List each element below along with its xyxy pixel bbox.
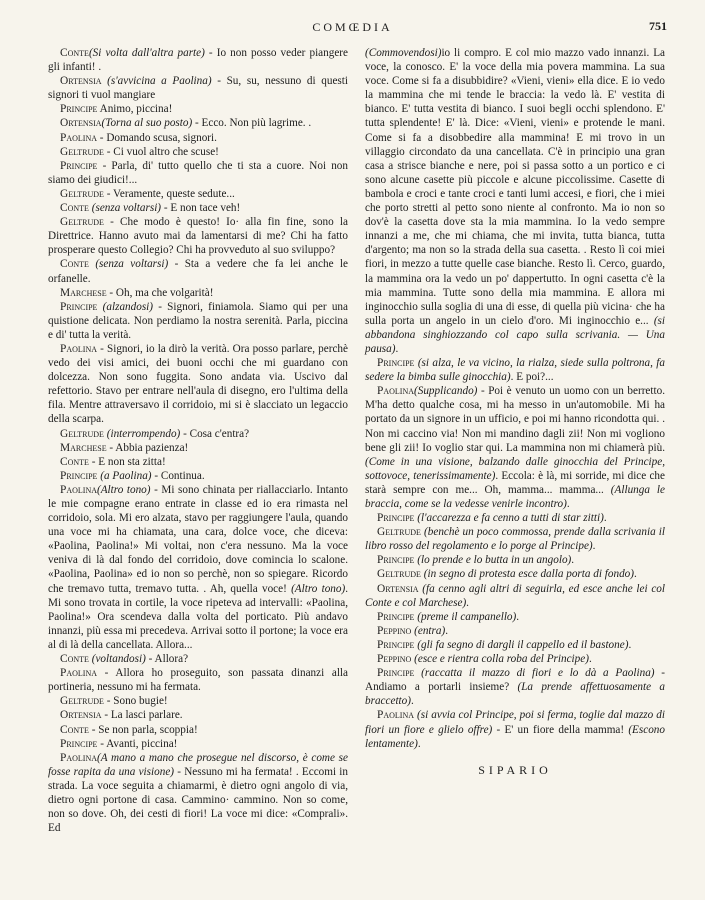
dialogue-text: - E' un fiore della mamma! xyxy=(492,723,629,736)
speaker-name: Paolina xyxy=(60,667,97,680)
speaker-name: Paolina xyxy=(60,342,97,355)
dialogue-text: . xyxy=(395,342,399,355)
speaker-name: Principe xyxy=(377,638,415,651)
speaker-name: Paolina xyxy=(60,483,97,496)
dialogue-text: . xyxy=(98,61,102,74)
dialogue-paragraph xyxy=(48,441,348,455)
dialogue-paragraph xyxy=(48,286,348,300)
speaker-name: Principe xyxy=(377,667,415,680)
stage-direction: (a Paolina) xyxy=(97,469,152,482)
speaker-name: Principe xyxy=(377,357,415,370)
speaker-name: Principe xyxy=(377,554,415,567)
dialogue-text: - Abbia pazienza! xyxy=(106,441,189,454)
dialogue-paragraph xyxy=(365,525,665,553)
page-number: 751 xyxy=(649,19,667,33)
dialogue-paragraph xyxy=(365,46,665,356)
speaker-name: Geltrude xyxy=(60,216,104,229)
stage-direction: (Come in una visione, balzando dalle ginocchia del Principe, sottovoce, tenerissimamente) xyxy=(365,455,665,482)
dialogue-paragraph xyxy=(48,723,348,737)
dialogue-text: - Che modo è questo! Io· alla fin fine, sono la Direttrice. Hanno avuto mai da lamentarsi di me? Chi ha fatto prosperare questo Collegio? Chi ha provveduto al suo sviluppo? xyxy=(48,216,348,257)
stage-direction: (interrompendo) xyxy=(103,427,181,440)
dialogue-text: - Sono bugie! xyxy=(103,695,168,708)
speaker-name: Geltrude xyxy=(60,187,104,200)
dialogue-text: - Su, su, nessuno di questi signori ti vuol mangiare xyxy=(48,75,348,102)
speaker-name: Peppino xyxy=(377,653,412,666)
speaker-name: Geltrude xyxy=(60,427,104,440)
dialogue-text: - Io non posso veder piangere gli infanti! xyxy=(48,47,348,74)
dialogue-text: - Parla, di' tutto quello che ti sta a cuore. Noi non siamo dei giudici!... xyxy=(48,159,348,186)
speaker-name: Paolina xyxy=(60,751,97,764)
speaker-name: Ortensia xyxy=(60,709,102,722)
dialogue-paragraph xyxy=(48,737,348,751)
dialogue-text: - Cosa c'entra? xyxy=(180,427,250,440)
speaker-name: Ortensia xyxy=(60,75,102,88)
stage-direction: (Torna al suo posto) xyxy=(101,117,193,130)
stage-direction: (s'avvicina a Paolina) xyxy=(101,75,212,88)
dialogue-paragraph xyxy=(48,102,348,116)
speaker-name: Peppino xyxy=(377,624,412,637)
stage-direction: (raccatta il mazzo di fiori e lo dà a Paolina) xyxy=(414,667,655,680)
dialogue-paragraph xyxy=(365,666,665,708)
dialogue-paragraph xyxy=(48,116,348,130)
speaker-name: Principe xyxy=(60,159,98,172)
speaker-name: Marchese xyxy=(60,441,107,454)
speaker-name: Geltrude xyxy=(377,526,421,539)
dialogue-paragraph xyxy=(365,708,665,750)
speaker-name: Conte xyxy=(60,258,89,271)
dialogue-text: . Ah, quella voce! xyxy=(203,582,292,595)
dialogue-text: . xyxy=(592,540,596,553)
dialogue-text: io li compro. E col mio mazzo vado innanzi. La voce, la conosco. E' la voce della mia povera mammina. La sua voce. Come si fa a disubbidire? «Vieni, vieni» ella dice. E io vedo la mammina che mi tende le braccia: la vedo là. E' vestita di bianco. E' tutta vestita di bianco. I suoi begli occhi splendono. E' tutta splendente! E' là. Dice: «Vieni, vieni» e protende le mani. Come si fa a disobbedire alla mammina! E mi trovo in un villaggio circondato da una cancellata. C'è in principio una gran casa a strisce bianche e nere, poi si passa sotto a un portico e ci sono alcune casette più piccole e alcune piccolissime. Casette di bambola e croci e tante croci e tanti lumi accesi, e fiori, che i miei che porto stretti al petto sono niente al confronto. Ma io non so dov'è la casetta dove sta la mia mammina. Io la vedo sempre innanzi a me, che mi chiama, che mi invita, tutta bianca, tutta d'argento; ma non so la strada della sua casetta. xyxy=(365,47,665,257)
dialogue-text: - Signori, io la dirò la verità. Ora posso parlare, perchè vedo dei visi amici, dei buoni occhi che mi guardano con dolcezza. Non sono fuggita. Sono andata via. Uscivo dal refettorio. Stavo per entrare nell'aula di disegno, ero l'ultima della fila. Mentre attraversavo il corridoio, mi si è slacciato un legaccio della scarpa. xyxy=(48,342,348,426)
dialogue-text: . Non mi caccino via! Non mi mandino dagli zii! Non mi vogliono bene gli zii! Io voglio star qui. La mammina non mi chiamerà più. xyxy=(365,413,665,454)
speaker-name: Marchese xyxy=(60,286,107,299)
stage-direction: (entra) xyxy=(411,624,446,637)
dialogue-text: . E poi?... xyxy=(510,371,554,384)
stage-direction: (Altro tono) xyxy=(97,483,151,496)
speaker-name: Principe xyxy=(377,512,415,525)
dialogue-text: - E non tace veh! xyxy=(161,202,241,215)
dialogue-paragraph xyxy=(365,567,665,581)
dialogue-paragraph xyxy=(365,582,665,610)
dialogue-text: . xyxy=(410,695,414,708)
dialogue-paragraph xyxy=(48,300,348,342)
speaker-name: Principe xyxy=(60,103,98,116)
dialogue-paragraph xyxy=(365,638,665,652)
dialogue-text: . Eccomi in strada. La voce seguita a chiamarmi, è dietro ogni angolo di via, dietro ogni portone di casa. Cammino· cammino. Non so come, non so dove. Oh, dei cesti di fiori! La voce mi dice: «Comprali». Ed xyxy=(48,765,348,835)
page-header xyxy=(0,18,705,38)
dialogue-text: - Allora ho proseguito, son passata dinanzi alla portineria, nessuno mi ha fermata. xyxy=(48,667,348,694)
dialogue-text: . xyxy=(566,498,570,510)
stage-direction: (alzandosi) xyxy=(97,300,154,313)
dialogue-paragraph xyxy=(365,624,665,638)
speaker-name: Principe xyxy=(60,737,98,750)
stage-direction: (senza voltarsi) xyxy=(88,258,169,271)
stage-direction: (benchè un poco commossa, prende dalla scrivania il libro rosso del regolamento e lo porge al Principe) xyxy=(365,526,665,553)
dialogue-text: - Mi sono chinata per riallacciarlo. Intanto le mie compagne erano entrate in classe ed io era rimasta nel corridoio, sola. Mi ero alzata, stavo per raggiungere l'aula, quando una voce mi ha chiamata, una cara, dolce voce, che diceva: «Paolina, Paolina!» Mi voltai, non c'era nessuno. Ma la voce veniva di là dal fondo del corridoio, dove comincia lo scalone. «Paolina, Paolina» ed io non so perchè, non so spiegare. Ricordo che tremavo tutta, tremavo tutta. xyxy=(48,483,348,595)
dialogue-text: . xyxy=(466,596,469,609)
dialogue-text: . Mi sono trovata in cortile, la voce ripeteva ad intervalli: «Paolina, Paolina!» Ora scendeva dalla volta del porticato. Più andavo innanzi, più essa mi precedeva. Arrivai sotto il portone; la voce era al di là della cancellata. Allora... xyxy=(48,582,349,651)
dialogue-paragraph xyxy=(48,666,348,694)
right-column xyxy=(365,46,665,789)
dialogue-paragraph xyxy=(365,553,665,567)
speaker-name: Conte xyxy=(60,455,89,468)
stage-direction: (Allunga le braccia, come se la vedesse venirle incontro) xyxy=(365,483,665,510)
dialogue-text: . xyxy=(417,737,421,750)
dialogue-paragraph xyxy=(48,145,348,159)
dialogue-paragraph xyxy=(48,257,348,285)
dialogue-text: . xyxy=(634,568,637,581)
dialogue-paragraph xyxy=(365,356,665,384)
stage-direction: (in segno di protesta esce dalla porta di fondo) xyxy=(420,568,634,581)
stage-direction: (A mano a mano che prosegue nel discorso, è come se fosse rapita da una visione) xyxy=(48,751,348,778)
speaker-name: Principe xyxy=(60,469,98,482)
dialogue-paragraph xyxy=(48,131,348,145)
dialogue-text: . Eccola: è là, mi sorride, mi dice che starà sempre con me... Oh, mamma... mamma... xyxy=(365,469,665,496)
dialogue-paragraph xyxy=(48,159,348,187)
speaker-name: Geltrude xyxy=(60,695,104,708)
stage-direction: (l'accarezza e fa cenno a tutti di star zitti) xyxy=(414,512,604,525)
dialogue-text: . xyxy=(516,610,520,623)
speaker-name: Conte xyxy=(60,47,89,59)
dialogue-text: . xyxy=(571,554,575,567)
dialogue-text: - Avanti, piccina! xyxy=(97,737,178,750)
stage-direction: (esce e rientra colla roba del Principe) xyxy=(411,653,589,666)
curtain-label: SIPARIO xyxy=(478,762,552,777)
speaker-name: Conte xyxy=(60,653,89,666)
dialogue-text: - Nessuno mi ha fermata! xyxy=(174,765,296,778)
stage-direction: (Si volta dall'altra parte) xyxy=(88,47,205,59)
speaker-name: Paolina xyxy=(60,131,97,144)
dialogue-text: - Ci vuol altro che scuse! xyxy=(103,145,219,158)
dialogue-paragraph xyxy=(48,708,348,722)
dialogue-text: - La lasci parlare. xyxy=(101,709,183,722)
dialogue-text: - Se non parla, scoppia! xyxy=(88,723,198,736)
dialogue-paragraph xyxy=(48,201,348,215)
speaker-name: Geltrude xyxy=(60,145,104,158)
stage-direction: (si abbandona singhiozzando col capo sulla scrivania. — Una pausa) xyxy=(365,314,665,355)
dialogue-text: . xyxy=(603,512,607,525)
dialogue-text: . xyxy=(445,624,449,637)
dialogue-paragraph xyxy=(48,46,348,74)
speaker-name: Paolina xyxy=(377,709,414,722)
stage-direction: (fa cenno agli altri di seguirla, ed esce anche lei col Conte e col Marchese) xyxy=(365,582,665,609)
stage-direction: (preme il campanello) xyxy=(414,610,517,623)
stage-direction: (Escono lentamente) xyxy=(365,723,665,750)
dialogue-paragraph xyxy=(365,384,665,511)
stage-direction: (gli fa segno di dargli il cappello ed il bastone) xyxy=(414,638,629,651)
dialogue-text: - Domando scusa, signori. xyxy=(97,131,217,144)
dialogue-text: - Sta a vedere che fa lei anche le orfanelle. xyxy=(48,258,348,285)
dialogue-paragraph xyxy=(365,610,665,624)
speaker-name: Ortensia xyxy=(60,117,102,130)
speaker-name: Paolina xyxy=(377,385,414,398)
dialogue-paragraph xyxy=(48,469,348,483)
dialogue-paragraph xyxy=(48,187,348,201)
dialogue-text: - Signori, finiamola. Siamo qui per una quistione delicata. Non perdiamo la nostra serenità. Parla, piccina e di' tutta la verità. xyxy=(48,300,348,341)
speaker-name: Conte xyxy=(60,202,89,215)
right-column-dialogue xyxy=(365,46,665,751)
dialogue-paragraph xyxy=(48,652,348,666)
stage-direction: (si avvia col Principe, poi si ferma, toglie dal mazzo di fiori un fiore e glielo offre) xyxy=(365,709,665,736)
dialogue-paragraph xyxy=(48,342,348,427)
dialogue-paragraph xyxy=(365,652,665,666)
dialogue-text: - E non sta zitta! xyxy=(88,455,166,468)
dialogue-paragraph xyxy=(48,694,348,708)
dialogue-text: . xyxy=(628,638,632,651)
dialogue-text: Animo, piccina! xyxy=(97,103,173,116)
stage-direction: (si alza, le va vicino, la rialza, siede sulla poltrona, fa sedere la bimba sulle ginocchia) xyxy=(365,357,665,384)
dialogue-text: . xyxy=(308,117,312,130)
dialogue-text: - Ecco. Non più lagrime. xyxy=(192,117,309,130)
left-column xyxy=(48,46,348,835)
dialogue-text: - Andiamo a portarli insieme? xyxy=(365,667,665,694)
stage-direction: (Commovendosi) xyxy=(365,47,442,59)
dialogue-text: . xyxy=(588,653,592,666)
stage-direction: (voltandosi) xyxy=(88,653,146,666)
dialogue-paragraph xyxy=(48,455,348,469)
dialogue-paragraph xyxy=(48,427,348,441)
speaker-name: Geltrude xyxy=(377,568,421,581)
dialogue-text: - Veramente, queste sedute... xyxy=(103,187,235,200)
speaker-name: Principe xyxy=(60,300,98,313)
dialogue-text: - Oh, ma che volgarità! xyxy=(106,286,214,299)
dialogue-text: - Poi è venuto un uomo con un berretto. M'ha detto qualche cosa, mi ha messo in un'automobile. Mi ha portato da un signore in un ufficio, e poi mi hanno ricondotta qui. xyxy=(365,385,665,426)
speaker-name: Conte xyxy=(60,723,89,736)
dialogue-paragraph xyxy=(48,215,348,257)
dialogue-text: . Resto lì coi miei fiori, in mezzo a tutte quelle case bianche. Resto lì. Cerco, guardo, la mammina ora la vedo un po' dappertutto. In ogni casetta c'è la mia mammina. Tutte sono della mia mammina. E allora mi inginocchio sulla soglia di una di esse, di quella più vicina· che ha sulla porta un angelo in un cielo d'oro. Mi inginocchio e... xyxy=(365,244,665,327)
stage-direction: (senza voltarsi) xyxy=(88,202,162,215)
dialogue-paragraph xyxy=(365,511,665,525)
stage-direction: (Altro tono) xyxy=(291,582,346,595)
dialogue-text: - Allora? xyxy=(145,653,189,666)
stage-direction: (Supplicando) xyxy=(414,385,478,398)
running-title: COMŒDIA xyxy=(312,20,393,34)
speaker-name: Ortensia xyxy=(377,582,419,595)
dialogue-paragraph xyxy=(48,483,348,652)
stage-direction: (La prende affettuosamente a braccetto) xyxy=(365,681,665,708)
dialogue-paragraph xyxy=(48,751,348,836)
speaker-name: Principe xyxy=(377,610,415,623)
stage-direction: (lo prende e lo butta in un angolo) xyxy=(414,554,572,567)
dialogue-paragraph xyxy=(48,74,348,102)
dialogue-text: - Continua. xyxy=(151,469,205,482)
